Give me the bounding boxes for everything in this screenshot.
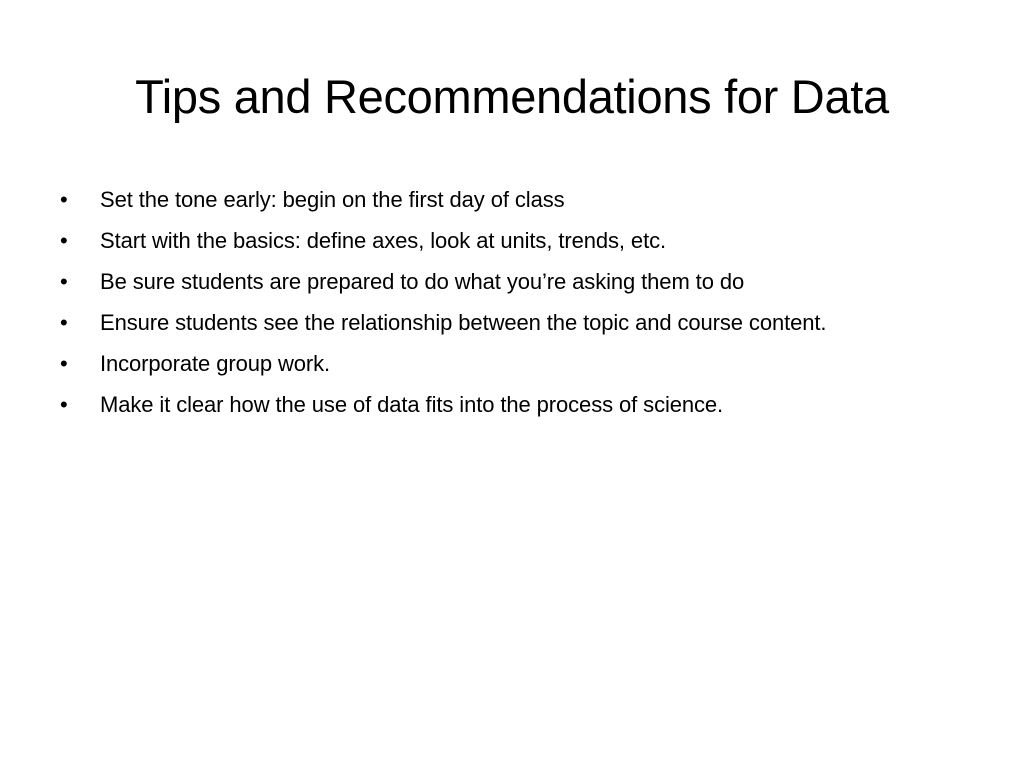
bullet-text: Make it clear how the use of data fits into the process of science. — [100, 392, 724, 417]
slide-title: Tips and Recommendations for Data — [135, 70, 889, 123]
bullet-icon: • — [60, 351, 68, 376]
bullet-item — [60, 183, 900, 216]
bullet-icon: • — [60, 187, 68, 212]
bullet-text: Set the tone early: begin on the first day of class — [100, 187, 565, 212]
bullet-icon: • — [60, 392, 68, 417]
bullet-item — [60, 224, 900, 257]
bullet-text: Ensure students see the relationship between the topic and course content. — [100, 310, 827, 335]
bullet-item — [60, 388, 900, 421]
bullet-icon: • — [60, 228, 68, 253]
bullet-icon: • — [60, 310, 68, 335]
bullet-text: Incorporate group work. — [100, 351, 331, 376]
bullet-item — [60, 265, 900, 298]
bullet-text: Be sure students are prepared to do what you’re asking them to do — [100, 269, 745, 294]
bullet-icon: • — [60, 269, 68, 294]
bullet-item — [60, 306, 900, 339]
bullet-text: Start with the basics: define axes, look at units, trends, etc. — [100, 228, 666, 253]
bullet-list — [60, 183, 900, 429]
bullet-item — [60, 347, 900, 380]
